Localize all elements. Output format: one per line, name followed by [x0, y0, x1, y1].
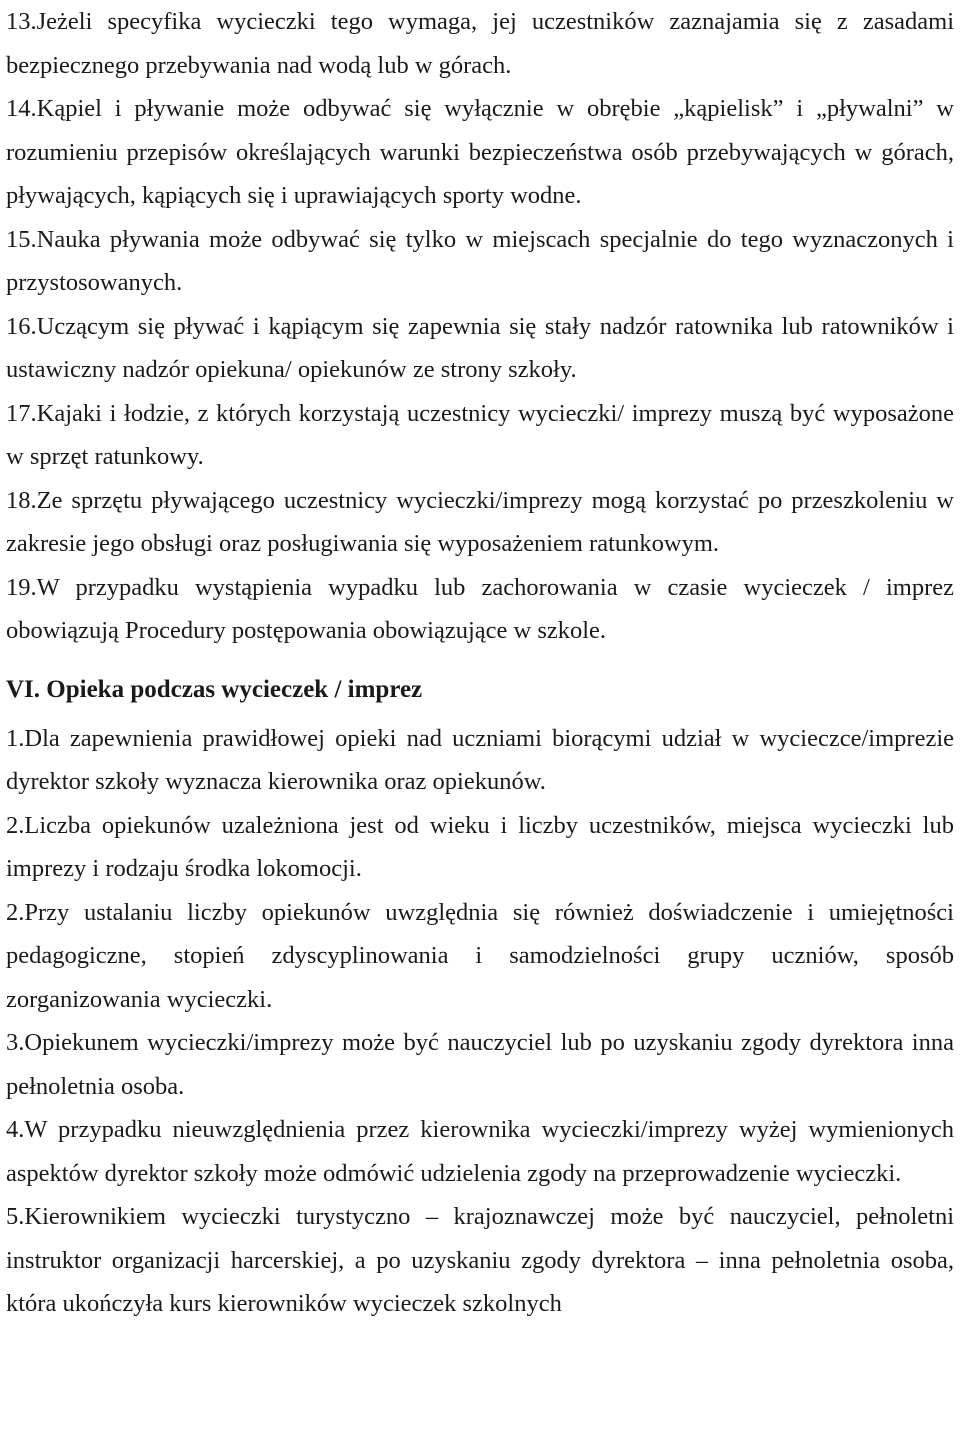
paragraph-15: 15.Nauka pływania może odbywać się tylko w miejscach specjalnie do tego wyznaczonych i przystosowanych.: [6, 225, 954, 296]
document-page: [6, 0, 954, 1326]
paragraph-14: 14.Kąpiel i pływanie może odbywać się wyłącznie w obrębie „kąpielisk” i „pływalni” w rozumieniu przepisów określających warunki bezpieczeństwa osób przebywających w górach, pływających, kąpiących się i uprawiających sporty wodne.: [6, 95, 954, 209]
paragraph-2b: 2.Przy ustalaniu liczby opiekunów uwzględnia się również doświadczenie i umiejętności pedagogiczne, stopień zdyscyplinowania i samodzielności grupy uczniów, sposób zorganizowania wycieczki.: [6, 898, 954, 1013]
paragraph-4: 4.W przypadku nieuwzględnienia przez kierownika wycieczki/imprezy wyżej wymienionych aspektów dyrektor szkoły może odmówić udzielenia zgody na przeprowadzenie wycieczki.: [6, 1116, 954, 1187]
paragraph-13: 13.Jeżeli specyfika wycieczki tego wymaga, jej uczestników zaznajamia się z zasadami bezpiecznego przebywania nad wodą lub w górach.: [6, 8, 954, 79]
paragraph-3: 3.Opiekunem wycieczki/imprezy może być nauczyciel lub po uzyskaniu zgody dyrektora inna pełnoletnia osoba.: [6, 1029, 954, 1100]
paragraph-18: 18.Ze sprzętu pływającego uczestnicy wycieczki/imprezy mogą korzystać po przeszkoleniu w zakresie jego obsługi oraz posługiwania się wyposażeniem ratunkowym.: [6, 486, 954, 557]
paragraph-16: 16.Uczącym się pływać i kąpiącym się zapewnia się stały nadzór ratownika lub ratowników i ustawiczny nadzór opiekuna/ opiekunów ze strony szkoły.: [6, 312, 954, 383]
paragraph-19: 19.W przypadku wystąpienia wypadku lub zachorowania w czasie wycieczek / imprez obowiązują Procedury postępowania obowiązujące w szkole.: [6, 573, 954, 644]
paragraph-2a: 2.Liczba opiekunów uzależniona jest od wieku i liczby uczestników, miejsca wycieczki lub imprezy i rodzaju środka lokomocji.: [6, 811, 954, 882]
paragraph-1: 1.Dla zapewnienia prawidłowej opieki nad uczniami biorącymi udział w wycieczce/imprezie dyrektor szkoły wyznacza kierownika oraz opiekunów.: [6, 724, 954, 795]
section-heading: VI. Opieka podczas wycieczek / imprez: [6, 675, 423, 703]
paragraph-17: 17.Kajaki i łodzie, z których korzystają uczestnicy wycieczki/ imprezy muszą być wyposażone w sprzęt ratunkowy.: [6, 399, 954, 470]
paragraph-5: 5.Kierownikiem wycieczki turystyczno – krajoznawczej może być nauczyciel, pełnoletni instruktor organizacji harcerskiej, a po uzyskaniu zgody dyrektora – inna pełnoletnia osoba, która ukończyła kurs kierowników wycieczek szkolnych: [6, 1203, 954, 1317]
